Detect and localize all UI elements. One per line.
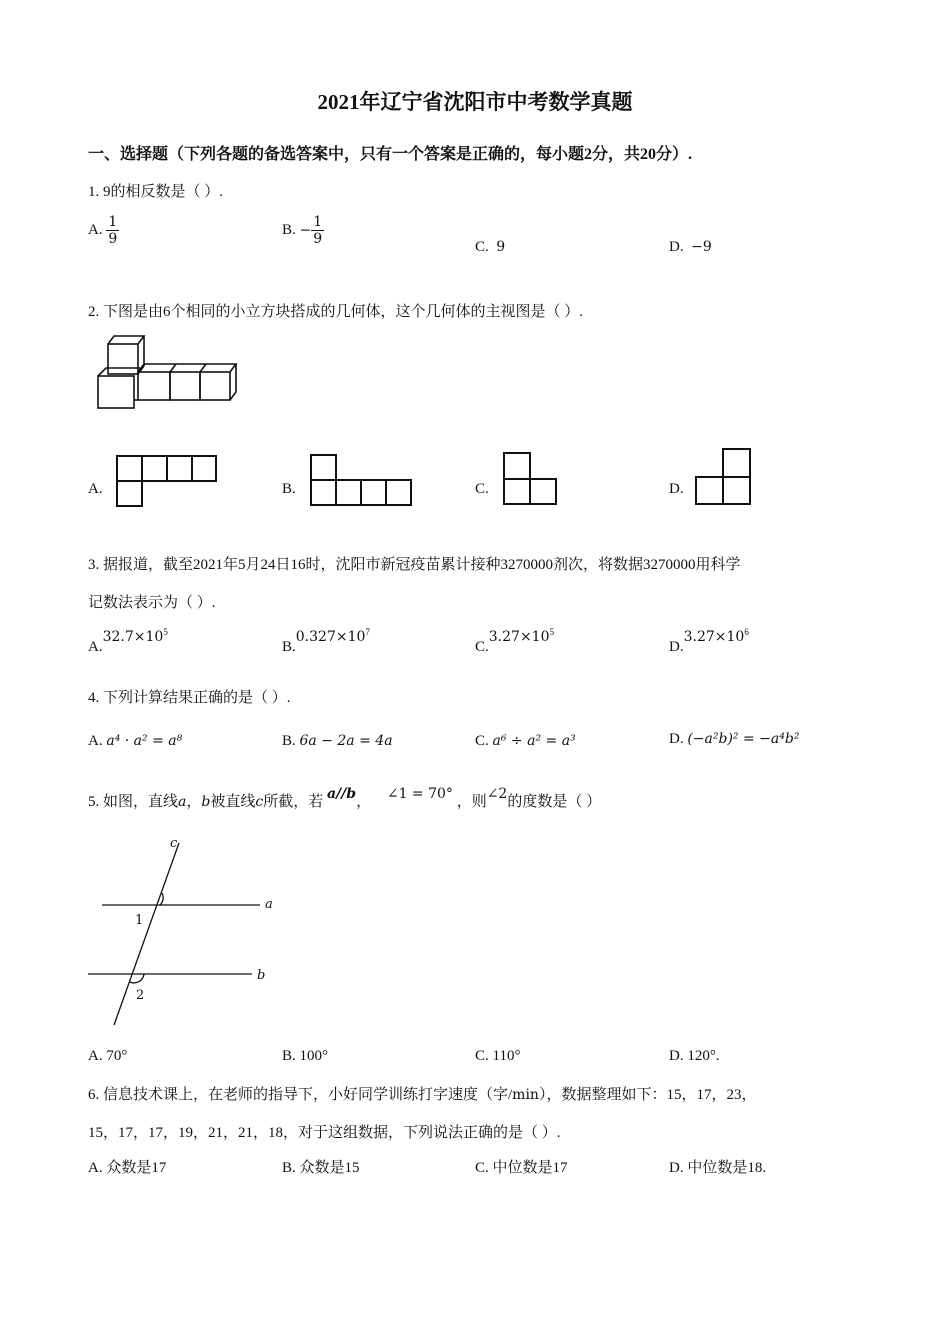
q1-b-label: B. <box>282 222 296 238</box>
label-a: a <box>265 897 273 912</box>
q3-option-b <box>282 627 370 655</box>
q6-stem-line1 <box>88 1083 756 1104</box>
q2-a-label: A. <box>88 481 103 497</box>
q6-option-c: C. 中位数是17 <box>475 1160 568 1176</box>
q5-stem-part4: ，则 <box>456 794 487 810</box>
q1-a-num: 1 <box>108 214 118 230</box>
q3-d-label: D. <box>669 639 684 655</box>
q2-c-label: C. <box>475 481 489 497</box>
q3-b-base: 0.327×10 <box>295 629 366 645</box>
q4-d-label: D. <box>669 731 684 747</box>
q3-c-label: C. <box>475 639 489 655</box>
q4-a-expression: a⁴ · a² = a⁸ <box>106 733 183 749</box>
q6-stem-line2: 15，17，17，19，21，21，18，对于这组数据，下列说法正确的是（ ）. <box>88 1125 561 1141</box>
q4-b-expression: 6a − 2a = 4a <box>299 733 393 749</box>
q1-a-den: 9 <box>108 231 118 247</box>
q4-c-label: C. <box>475 733 489 749</box>
q5-comma2: ， <box>356 794 372 810</box>
q5-var-c: c <box>255 794 264 810</box>
q4-option-a <box>88 733 182 750</box>
q2-cube-figure <box>96 332 256 412</box>
q4-d-expression: (−a²b)² = −a⁴b² <box>687 731 800 747</box>
q6-option-d: D. 中位数是18. <box>669 1160 767 1176</box>
q1-b-den: 9 <box>313 231 323 247</box>
q3-a-exp: 5 <box>163 627 168 637</box>
q4-a-label: A. <box>88 733 103 749</box>
q3-option-c <box>475 627 554 655</box>
q5-option-c: C. 110° <box>475 1048 521 1064</box>
label-c: c <box>170 836 178 851</box>
q5-stem-part3: 所截，若 <box>263 794 324 810</box>
q2-stem: 2. 下图是由6个相同的小立方块搭成的几何体，这个几何体的主视图是（ ）. <box>88 304 584 320</box>
q1-stem: 1. 9的相反数是（ ）. <box>88 184 224 200</box>
q3-option-a <box>88 627 168 655</box>
q4-c-expression: a⁶ ÷ a² = a³ <box>492 733 576 749</box>
q1-option-d <box>669 239 712 256</box>
q5-var-b: b <box>201 794 211 810</box>
line-c <box>114 843 179 1025</box>
q5-option-a: A. 70° <box>88 1048 128 1064</box>
q3-a-base: 32.7×10 <box>102 629 164 645</box>
q1-b-num: 1 <box>313 214 323 230</box>
label-angle-2: 2 <box>136 988 145 1003</box>
page-title: 2021年辽宁省沈阳市中考数学真题 <box>317 90 633 114</box>
q3-c-exp: 5 <box>549 627 554 637</box>
q6-unit: min <box>512 1087 539 1103</box>
section-heading: 一、选择题（下列各题的备选答案中，只有一个答案是正确的，每小题2分，共20分）. <box>88 146 693 163</box>
q1-option-a <box>88 214 119 247</box>
label-b: b <box>257 968 266 983</box>
q3-d-base: 3.27×10 <box>683 629 745 645</box>
q1-option-b <box>282 214 324 247</box>
q5-option-d: D. 120°. <box>669 1048 720 1064</box>
q3-stem-line2: 记数法表示为（ ）. <box>88 595 216 611</box>
q4-b-label: B. <box>282 733 296 749</box>
q2-d-label: D. <box>669 481 684 497</box>
q4-option-d <box>669 731 799 748</box>
q2-option-c-figure <box>503 452 559 506</box>
q5-comma1: ， <box>186 794 202 810</box>
q1-d-label: D. <box>669 239 684 255</box>
q2-b-label: B. <box>282 481 296 497</box>
q3-a-label: A. <box>88 639 103 655</box>
q4-option-b <box>282 733 393 750</box>
q5-angle1: ∠1 = 70° <box>386 786 453 802</box>
q5-angle2: ∠2 <box>486 786 508 802</box>
q1-a-label: A. <box>88 222 103 238</box>
q6-option-a: A. 众数是17 <box>88 1160 167 1176</box>
q3-b-exp: 7 <box>365 627 370 637</box>
q6-stem-line1a: 6. 信息技术课上，在老师的指导下，小好同学训练打字速度（字/ <box>88 1087 513 1103</box>
q1-option-c <box>475 239 505 256</box>
q5-parallel: a//b <box>326 786 357 802</box>
q2-option-d-figure <box>695 448 753 506</box>
q5-stem <box>88 786 602 811</box>
q6-option-b: B. 众数是15 <box>282 1160 360 1176</box>
q1-d-value: −9 <box>691 239 712 255</box>
q5-stem-part1: 5. 如图，直线 <box>88 794 179 810</box>
q1-b-sign: − <box>299 222 312 239</box>
label-angle-1: 1 <box>135 913 144 928</box>
q1-a-fraction <box>106 214 119 247</box>
q5-option-b: B. 100° <box>282 1048 329 1064</box>
q6-stem-line1b: ），数据整理如下：15，17，23， <box>538 1087 757 1103</box>
q1-c-label: C. <box>475 239 489 255</box>
q5-figure <box>100 835 290 1030</box>
q4-option-c <box>475 733 576 750</box>
q5-stem-part5: 的度数是（ ） <box>507 794 602 810</box>
q3-c-base: 3.27×10 <box>488 629 550 645</box>
q4-stem: 4. 下列计算结果正确的是（ ）. <box>88 690 291 706</box>
q2-option-b-figure <box>310 454 414 506</box>
q2-option-a-figure <box>116 455 218 507</box>
q3-b-label: B. <box>282 639 296 655</box>
q3-stem-line1: 3. 据报道，截至2021年5月24日16时，沈阳市新冠疫苗累计接种3270000剂次，将数据3270000用科学 <box>88 557 741 573</box>
q5-var-a: a <box>178 794 187 810</box>
q3-d-exp: 6 <box>744 627 749 637</box>
q3-option-d <box>669 627 749 655</box>
q1-c-value: 9 <box>496 239 506 255</box>
q1-b-fraction <box>311 214 324 247</box>
q5-stem-part2: 被直线 <box>210 794 256 810</box>
